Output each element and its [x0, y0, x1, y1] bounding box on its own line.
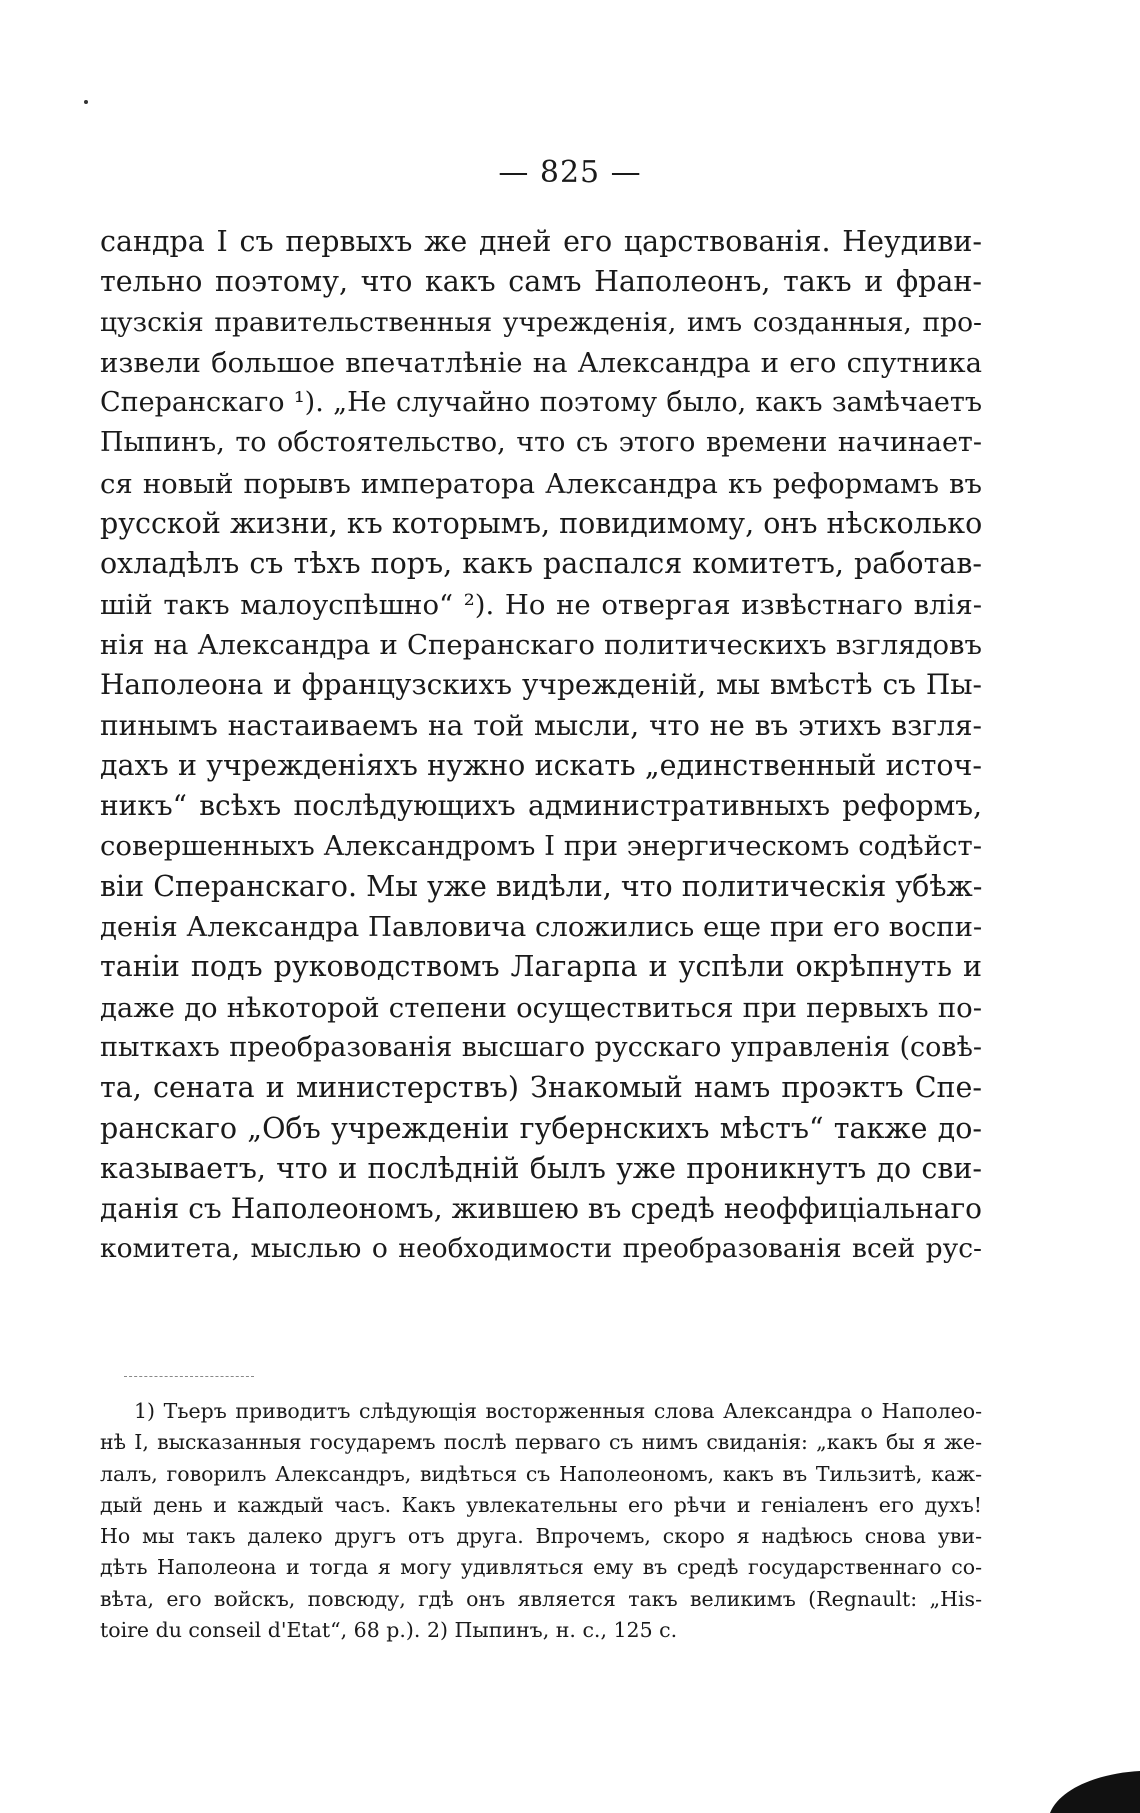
text-line: віи Сперанскаго. Мы уже видѣли, что политическія убѣж-	[100, 869, 983, 903]
text-line: Наполеона и французскихъ учрежденій, мы вмѣстѣ съ Пы-	[100, 668, 982, 702]
footnote-line: нѣ I, высказанныя государемъ послѣ перваго съ нимъ свиданія: „какъ бы я же-	[100, 1430, 982, 1455]
footnotes	[100, 1396, 982, 1646]
text-line: Сперанскаго ¹). „Не случайно поэтому было, какъ замѣчаетъ	[100, 387, 982, 419]
text-line: цузскія правительственныя учрежденія, имъ созданныя, про-	[100, 306, 982, 338]
text-line: таніи подъ руководствомъ Лагарпа и успѣли окрѣпнуть и	[100, 950, 982, 984]
text-line: никъ“ всѣхъ послѣдующихъ административныхъ реформъ,	[100, 789, 982, 823]
stray-mark	[84, 100, 88, 104]
main-text	[100, 222, 982, 1270]
text-line: ранскаго „Объ учрежденіи губернскихъ мѣстъ“ также до-	[100, 1111, 982, 1145]
text-line: пыткахъ преобразованія высшаго русскаго управленія (совѣ-	[100, 1031, 982, 1063]
text-line: охладѣлъ съ тѣхъ поръ, какъ распался комитетъ, работав-	[100, 547, 982, 581]
page-number: — 825 —	[498, 155, 642, 190]
text-line: пинымъ настаиваемъ на той мысли, что не въ этихъ взгля-	[100, 708, 982, 742]
text-line: русской жизни, къ которымъ, повидимому, онъ нѣсколько	[100, 507, 983, 541]
text-line: тельно поэтому, что какъ самъ Наполеонъ, такъ и фран-	[100, 265, 982, 299]
text-line: совершенныхъ Александромъ I при энергическомъ содѣйст-	[100, 830, 982, 863]
footnote-line: дый день и каждый часъ. Какъ увлекательны его рѣчи и геніаленъ его духъ!	[100, 1492, 982, 1517]
text-line: шій такъ малоуспѣшно“ ²). Но не отвергая извѣстнаго влія-	[100, 588, 982, 621]
text-line: денія Александра Павловича сложились еще при его воспи-	[100, 911, 983, 944]
text-line: Пыпинъ, то обстоятельство, что съ этого времени начинает-	[100, 427, 982, 459]
footnote-line: toire du conseil d'Etat“, 68 p.). 2) Пыпинъ, н. с., 125 с.	[100, 1618, 678, 1643]
text-line: даже до нѣкоторой степени осуществиться при первыхъ по-	[100, 991, 982, 1024]
footnote-line: дѣть Наполеона и тогда я могу удивляться ему въ средѣ государственнаго со-	[100, 1555, 982, 1580]
page-corner-shadow	[1040, 1753, 1140, 1813]
text-line: сандра I съ первыхъ же дней его царствованія. Неудиви-	[100, 225, 982, 258]
footnote-line: 1) Тьеръ приводитъ слѣдующія восторженныя слова Александра о Наполео-	[134, 1399, 982, 1423]
text-line: извели большое впечатлѣніе на Александра и его спутника	[100, 346, 982, 379]
text-line: комитета, мыслью о необходимости преобразованія всей рус-	[100, 1233, 982, 1265]
footnote-line: лалъ, говорилъ Александръ, видѣться съ Наполеономъ, какъ въ Тильзитѣ, каж-	[100, 1461, 982, 1486]
text-line: нія на Александра и Сперанскаго политическихъ взглядовъ	[100, 628, 982, 661]
text-line: ся новый порывъ императора Александра къ реформамъ въ	[100, 467, 982, 500]
text-line: казываетъ, что и послѣдній былъ уже проникнутъ до сви-	[100, 1151, 982, 1185]
footnote-line: Но мы такъ далеко другъ отъ друга. Впрочемъ, скоро я надѣюсь снова уви-	[100, 1524, 982, 1549]
text-line: данія съ Наполеономъ, жившею въ средѣ неоффиціальнаго	[100, 1192, 982, 1226]
text-line: дахъ и учрежденіяхъ нужно искать „единственный источ-	[100, 748, 982, 782]
footnote-separator	[124, 1376, 254, 1377]
footnote-line: вѣта, его войскъ, повсюду, гдѣ онъ является такъ великимъ (Regnault: „His-	[100, 1586, 982, 1611]
text-line: та, сената и министерствъ) Знакомый намъ проэктъ Спе-	[100, 1071, 982, 1105]
